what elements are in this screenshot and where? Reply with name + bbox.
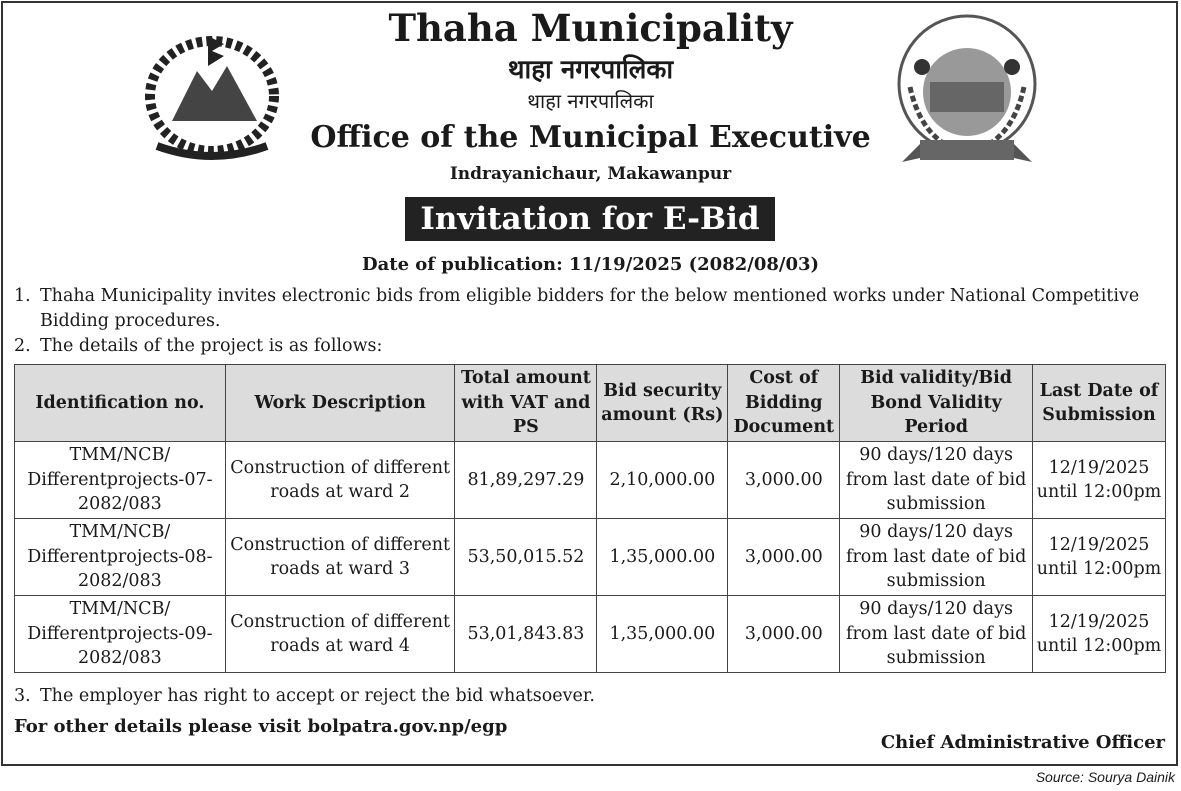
municipality-name-script-line-1: थाहा नगरपालिका bbox=[507, 55, 674, 85]
cell-total-amount: 53,01,843.83 bbox=[455, 596, 597, 673]
source-credit: Source: Sourya Dainik bbox=[1035, 769, 1175, 785]
cell-identification: TMM/NCB/ Differentprojects-09-2082/083 bbox=[15, 596, 226, 673]
cell-total-amount: 53,50,015.52 bbox=[455, 519, 597, 596]
office-heading: Office of the Municipal Executive bbox=[310, 120, 871, 155]
paragraph-text: Thaha Municipality invites electronic bids from eligible bidders for the below mentioned works under National Competitive Bidding procedures. bbox=[40, 286, 1140, 331]
publication-date: Date of publication: 11/19/2025 (2082/08/03) bbox=[361, 254, 820, 275]
table-header-row bbox=[15, 365, 1166, 442]
cell-cost-document: 3,000.00 bbox=[728, 519, 840, 596]
paragraph-number: 1. bbox=[14, 286, 31, 306]
paragraph-number: 3. bbox=[14, 686, 31, 706]
cell-bid-security: 1,35,000.00 bbox=[597, 519, 728, 596]
cell-bid-security: 2,10,000.00 bbox=[597, 442, 728, 519]
office-address: Indrayanichaur, Makawanpur bbox=[449, 164, 732, 184]
header-bid-security: Bid security amount (Rs) bbox=[597, 365, 728, 442]
municipality-title: Thaha Municipality bbox=[388, 6, 793, 50]
invitation-banner: Invitation for E-Bid bbox=[405, 197, 775, 241]
cell-work-description: Construction of different roads at ward 3 bbox=[225, 519, 455, 596]
paragraph-1 bbox=[14, 284, 1166, 334]
paragraph-text: The details of the project is as follows: bbox=[40, 336, 383, 356]
cell-identification: TMM/NCB/ Differentprojects-07-2082/083 bbox=[15, 442, 226, 519]
paragraph-number: 2. bbox=[14, 336, 31, 356]
paragraph-3 bbox=[14, 684, 1166, 709]
header-identification: Identification no. bbox=[15, 365, 226, 442]
cell-total-amount: 81,89,297.29 bbox=[455, 442, 597, 519]
table-row bbox=[15, 596, 1166, 673]
cell-work-description: Construction of different roads at ward 4 bbox=[225, 596, 455, 673]
cell-bid-validity: 90 days/120 days from last date of bid submission bbox=[840, 596, 1033, 673]
signatory: Chief Administrative Officer bbox=[880, 732, 1165, 753]
cell-bid-validity: 90 days/120 days from last date of bid submission bbox=[840, 519, 1033, 596]
header-bid-validity: Bid validity/Bid Bond Validity Period bbox=[840, 365, 1033, 442]
cell-identification: TMM/NCB/ Differentprojects-08-2082/083 bbox=[15, 519, 226, 596]
cell-last-date: 12/19/2025 until 12:00pm bbox=[1033, 519, 1166, 596]
cell-last-date: 12/19/2025 until 12:00pm bbox=[1033, 596, 1166, 673]
header-last-date: Last Date of Submission bbox=[1033, 365, 1166, 442]
header-total-amount: Total amount with VAT and PS bbox=[455, 365, 597, 442]
table-row bbox=[15, 442, 1166, 519]
cell-last-date: 12/19/2025 until 12:00pm bbox=[1033, 442, 1166, 519]
cell-cost-document: 3,000.00 bbox=[728, 442, 840, 519]
paragraph-2 bbox=[14, 334, 1166, 359]
header-cost-document: Cost of Bidding Document bbox=[728, 365, 840, 442]
other-details-link: For other details please visit bolpatra.gov.np/egp bbox=[14, 716, 508, 737]
cell-bid-security: 1,35,000.00 bbox=[597, 596, 728, 673]
header-work-description: Work Description bbox=[225, 365, 455, 442]
cell-bid-validity: 90 days/120 days from last date of bid submission bbox=[840, 442, 1033, 519]
table-row bbox=[15, 519, 1166, 596]
bid-details-table bbox=[14, 364, 1166, 673]
paragraph-text: The employer has right to accept or reject the bid whatsoever. bbox=[40, 686, 595, 706]
cell-work-description: Construction of different roads at ward 2 bbox=[225, 442, 455, 519]
cell-cost-document: 3,000.00 bbox=[728, 596, 840, 673]
municipality-name-script-line-2: थाहा नगरपालिका bbox=[527, 89, 654, 113]
